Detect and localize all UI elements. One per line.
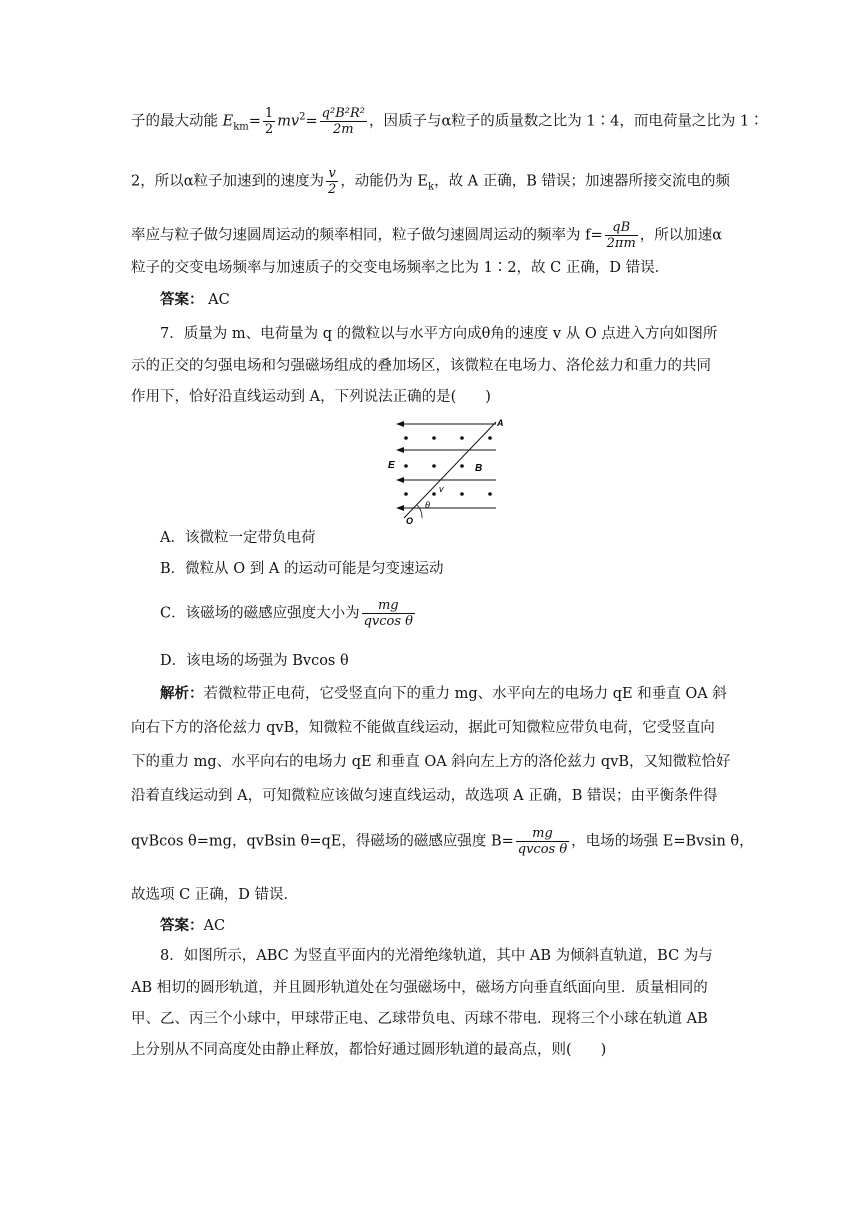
answer-line-1 bbox=[160, 290, 760, 310]
denominator: qvcos θ bbox=[363, 614, 413, 629]
text: = bbox=[305, 113, 318, 130]
numerator: mg bbox=[362, 598, 415, 614]
text-line-4: 粒子的交变电场频率与加速质子的交变电场频率之比为 1∶2，故 C 正确，D 错误． bbox=[131, 260, 670, 276]
text: 2，所以α粒子加速到的速度为 bbox=[131, 173, 325, 190]
text: ，所以加速α bbox=[639, 227, 723, 244]
label-theta: θ bbox=[425, 500, 430, 510]
q8-line-3: 甲、乙、丙三个小球中，甲球带正电、乙球带负电、丙球不带电．现将三个小球在轨道 AB bbox=[131, 1011, 708, 1027]
text: = bbox=[248, 113, 261, 130]
option-d: D．该电场的场强为 Bvcos θ bbox=[160, 653, 349, 669]
numerator: 1 bbox=[264, 106, 274, 121]
text: ，故 A 正确，B 错误；加速器所接交流电的频 bbox=[434, 173, 731, 190]
analysis-line-1 bbox=[160, 684, 760, 704]
analysis-line-4: 沿着直线运动到 A，可知微粒应该做匀速直线运动，故选项 A 正确，B 错误；由平衡条件得 bbox=[131, 788, 718, 804]
angle-arc bbox=[417, 505, 422, 518]
fraction bbox=[516, 826, 569, 857]
analysis-line-2: 向右下方的洛伦兹力 qvB，知微粒不能做直线运动，据此可知微粒应带负电荷，它受竖直向 bbox=[131, 720, 715, 736]
denominator: 2πm bbox=[606, 236, 636, 251]
subscript: km bbox=[233, 121, 249, 133]
fraction bbox=[605, 220, 638, 251]
text: E bbox=[222, 113, 234, 130]
label-E: E bbox=[388, 460, 395, 471]
option-b: B．微粒从 O 到 A 的运动可能是匀变速运动 bbox=[160, 561, 444, 577]
text-line-2 bbox=[131, 166, 731, 197]
numerator: q²B²R² bbox=[321, 106, 365, 121]
fraction bbox=[320, 106, 367, 137]
denominator: 2 bbox=[264, 122, 274, 137]
analysis-line-5 bbox=[131, 826, 754, 857]
text: ，动能仍为 E bbox=[340, 173, 429, 190]
numerator: v bbox=[326, 166, 338, 182]
fraction bbox=[362, 598, 415, 629]
label-A: A bbox=[497, 418, 504, 428]
label-v: v bbox=[439, 484, 444, 494]
q7-line-2: 示的正交的匀强电场和匀强磁场组成的叠加场区，该微粒在电场力、洛伦兹力和重力的共同 bbox=[131, 358, 711, 374]
analysis-line-6: 故选项 C 正确，D 错误． bbox=[131, 887, 299, 903]
numerator: qB bbox=[605, 220, 638, 236]
denominator: 2 bbox=[328, 182, 337, 197]
text: 子的最大动能 bbox=[131, 113, 223, 130]
option-a: A．该微粒一定带负电荷 bbox=[160, 530, 316, 546]
text: ，因质子与α粒子的质量数之比为 1∶4，而电荷量之比为 1∶ bbox=[368, 113, 764, 130]
option-c bbox=[160, 598, 417, 629]
q7-line-1: 7．质量为 m、电荷量为 q 的微粒以与水平方向成θ角的速度 v 从 O 点进入方向如图所 bbox=[160, 326, 718, 342]
subscript: k bbox=[428, 181, 435, 193]
numerator: mg bbox=[516, 826, 569, 842]
answer-line-2 bbox=[160, 916, 760, 936]
text: ，电场的场强 E=Bvsin θ， bbox=[571, 833, 754, 850]
q7-line-3: 作用下，恰好沿直线运动到 A，下列说法正确的是( ) bbox=[131, 389, 491, 405]
text: qvBcos θ=mg，qvBsin θ=qE，得磁场的磁感应强度 B= bbox=[131, 833, 514, 850]
field-diagram bbox=[384, 414, 510, 526]
denominator: qvcos θ bbox=[517, 842, 568, 857]
text-line-1 bbox=[131, 106, 764, 137]
text: C．该磁场的磁感应强度大小为 bbox=[160, 605, 360, 622]
analysis-line-3: 下的重力 mg、水平向右的电场力 qE 和垂直 OA 斜向左上方的洛伦兹力 qvB，又知微粒恰好 bbox=[131, 754, 731, 770]
analysis-label: 解析： bbox=[160, 685, 204, 702]
fraction bbox=[326, 166, 338, 197]
text: mv bbox=[277, 113, 300, 130]
answer-value: AC bbox=[203, 292, 230, 308]
label-B: B bbox=[475, 463, 483, 474]
answer-value: AC bbox=[203, 918, 226, 934]
text: 若微粒带正电荷，它受竖直向下的重力 mg、水平向左的电场力 qE 和垂直 OA 斜 bbox=[203, 686, 727, 702]
q8-line-2: AB 相切的圆形轨道，并且圆形轨道处在匀强磁场中，磁场方向垂直纸面向里．质量相同的 bbox=[131, 980, 708, 996]
answer-label: 答案： bbox=[160, 291, 204, 308]
q8-line-4: 上分别从不同高度处由静止释放，都恰好通过圆形轨道的最高点，则( ) bbox=[131, 1042, 607, 1058]
answer-label: 答案： bbox=[160, 917, 204, 934]
q8-line-1: 8．如图所示，ABC 为竖直平面内的光滑绝缘轨道，其中 AB 为倾斜直轨道，BC 为与 bbox=[160, 948, 713, 964]
field-arrowheads bbox=[396, 421, 404, 511]
superscript: 2 bbox=[299, 111, 306, 123]
fraction bbox=[263, 106, 275, 137]
text-line-3 bbox=[131, 220, 731, 251]
label-O: O bbox=[406, 516, 414, 526]
denominator: 2m bbox=[333, 122, 354, 137]
text: 率应与粒子做匀速圆周运动的频率相同，粒子做匀速圆周运动的频率为 f= bbox=[131, 227, 603, 244]
